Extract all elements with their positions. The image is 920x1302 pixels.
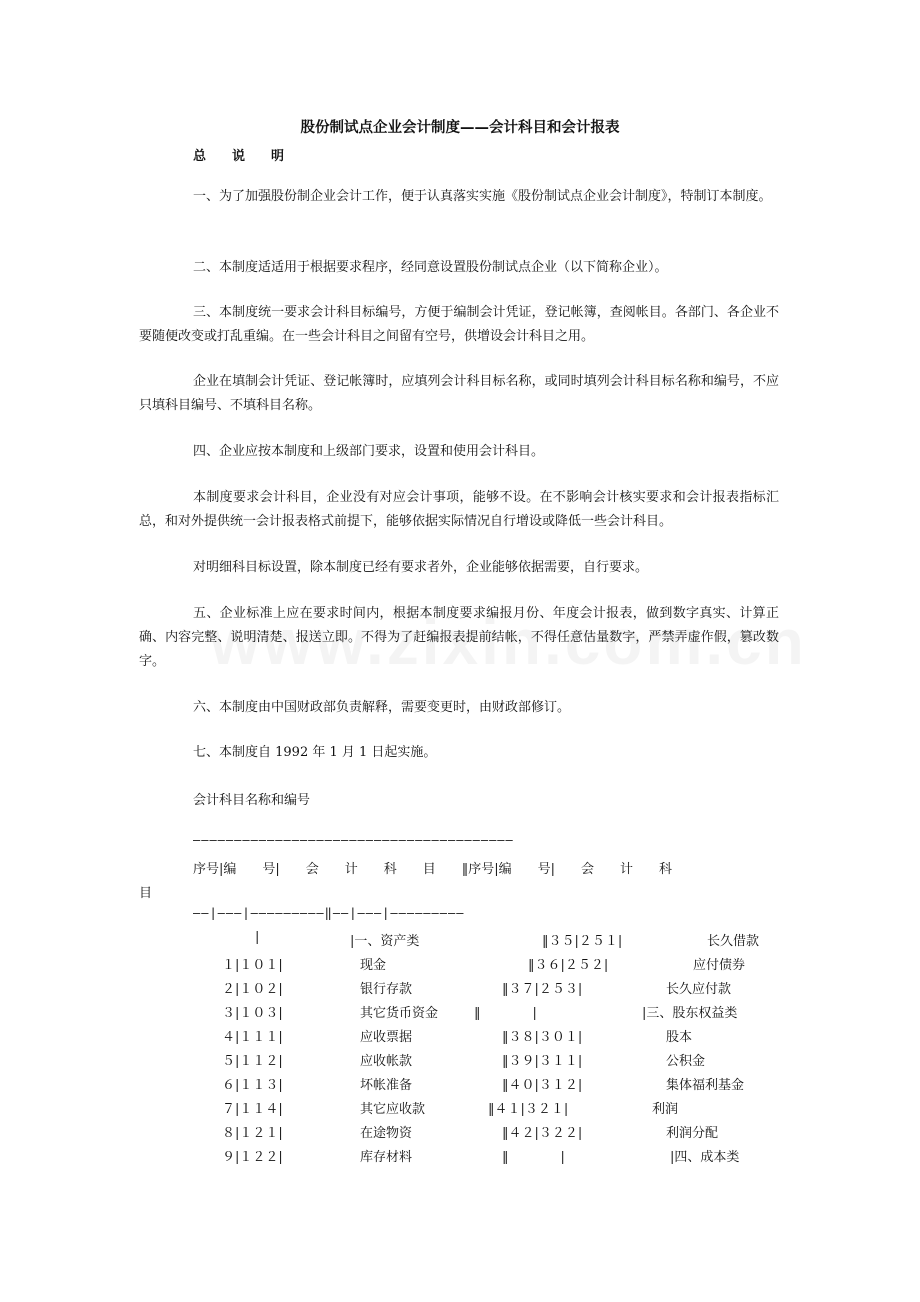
table-cell-left-number: ５|１１２| <box>222 1054 283 1069</box>
table-cell-right-account: 集体福利基金 <box>666 1078 745 1093</box>
table-cell-right-account: 利润分配 <box>666 1126 719 1141</box>
table-row <box>0 1026 920 1050</box>
table-cell-left-account: 应收帐款 <box>360 1054 413 1069</box>
document-title: 股份制试点企业会计制度——会计科目和会计报表 <box>300 120 620 136</box>
table-cell-right-number: ‖３６|２５２| <box>528 958 609 973</box>
table-cell-left-account: 其它应收款 <box>360 1102 426 1117</box>
table-row <box>0 1146 920 1170</box>
paragraph: 四、企业应按本制度和上级部门要求，设置和使用会计科目。 <box>193 444 545 459</box>
table-cell-right-account: |四、成本类 <box>670 1150 740 1165</box>
table-header-wrap: 目 <box>139 886 153 901</box>
table-cell-left-account: 其它货币资金 <box>360 1006 439 1021</box>
table-row <box>0 978 920 1002</box>
table-cell-right-number: ‖４２|３２２| <box>502 1126 583 1141</box>
table-cell-right-account: 应付债券 <box>693 958 746 973</box>
table-caption: 会计科目名称和编号 <box>193 793 311 808</box>
table-cell-left-account: 银行存款 <box>360 982 413 997</box>
table-cell-left-number: ３|１０３| <box>222 1006 283 1021</box>
table-cell-right-account: 股本 <box>666 1030 693 1045</box>
table-cell-right-account: 利润 <box>652 1102 679 1117</box>
table-cell-left-account: 在途物资 <box>360 1126 413 1141</box>
table-cell-left-account: |一、资产类 <box>350 934 420 949</box>
table-header: 序号|编 号| 会 计 科 目 ‖序号|编 号| 会 计 科 <box>193 862 673 877</box>
table-cell-right-account: 长久应付款 <box>666 982 732 997</box>
table-cell-left-number: １|１０１| <box>222 958 283 973</box>
paragraph: 对明细科目标设置，除本制度已经有要求者外，企业能够依据需要，自行要求。 <box>193 560 649 575</box>
table-cell-right-number: ‖４０|３１２| <box>502 1078 583 1093</box>
table-cell-right-number: ‖３９|３１１| <box>502 1054 583 1069</box>
table-cell-left-number: ８|１２１| <box>222 1126 283 1141</box>
table-cell-right-account: 公积金 <box>666 1054 706 1069</box>
table-row <box>0 930 920 954</box>
paragraph: 三、本制度统一要求会计科目标编号，方便于编制会计凭证，登记帐簿，查阅帐目。各部门、各企业不要随便改变或打乱重编。在一些会计科目之间留有空号，供增设会计科目之用。 <box>139 305 779 344</box>
table-cell-right-account: 长久借款 <box>707 934 760 949</box>
table-row <box>0 1002 920 1026</box>
table-cell-left-number: ６|１１３| <box>222 1078 283 1093</box>
table-cell-right-number: ‖ | <box>502 1150 565 1165</box>
paragraph: 七、本制度自 1992 年 1 月 1 日起实施。 <box>193 745 437 760</box>
paragraph: 企业在填制会计凭证、登记帐簿时，应填列会计科目标名称，或同时填列会计科目标名称和编号，不应只填科目编号、不填科目名称。 <box>139 374 779 413</box>
paragraph: 本制度要求会计科目，企业没有对应会计事项，能够不设。在不影响会计核实要求和会计报表指标汇总，和对外提供统一会计报表格式前提下，能够依据实际情况自行增设或降低一些会计科目。 <box>139 490 779 529</box>
table-cell-left-account: 库存材料 <box>360 1150 413 1165</box>
table-cell-right-account: |三、股东权益类 <box>642 1006 738 1021</box>
paragraph: 一、为了加强股份制企业会计工作，便于认真落实实施《股份制试点企业会计制度》，特制订本制度。 <box>193 189 772 204</box>
paragraph: 二、本制度适适用于根据要求程序，经同意设置股份制试点企业（以下简称企业）。 <box>193 260 668 275</box>
table-cell-right-number: ‖３７|２５３| <box>502 982 583 997</box>
table-cell-left-number: ７|１１４| <box>222 1102 283 1117</box>
table-row <box>0 1122 920 1146</box>
table-cell-left-number: ２|１０２| <box>222 982 283 997</box>
table-cell-left-number: ４|１１１| <box>222 1030 283 1045</box>
table-cell-left-account: 坏帐准备 <box>360 1078 413 1093</box>
table-rule-mid: ——|———|—————————‖——|———|————————— <box>193 906 465 920</box>
table-cell-right-number: ‖ | <box>474 1006 537 1021</box>
section-heading: 总 说 明 <box>193 149 285 164</box>
table-cell-left-number: ９|１２２| <box>222 1150 283 1165</box>
table-cell-left-number: | <box>255 930 260 945</box>
paragraph: 六、本制度由中国财政部负责解释，需要变更时，由财政部修订。 <box>193 700 571 715</box>
table-row <box>0 1098 920 1122</box>
table-cell-left-account: 应收票据 <box>360 1030 413 1045</box>
table-row <box>0 1074 920 1098</box>
table-row <box>0 954 920 978</box>
table-cell-right-number: ‖３８|３０１| <box>502 1030 583 1045</box>
table-cell-right-number: ‖４１|３２１| <box>488 1102 569 1117</box>
table-cell-right-number: ‖３５|２５１| <box>542 934 623 949</box>
table-cell-left-account: 现金 <box>360 958 387 973</box>
paragraph: 五、企业标准上应在要求时间内，根据本制度要求编报月份、年度会计报表，做到数字真实、计算正确、内容完整、说明清楚、报送立即。不得为了赶编报表提前结帐，不得任意估量数字，严禁弄虚作假，篡改数字。 <box>139 606 779 669</box>
table-rule-top: ——————————————————————————————————————— <box>193 833 514 847</box>
table-row <box>0 1050 920 1074</box>
